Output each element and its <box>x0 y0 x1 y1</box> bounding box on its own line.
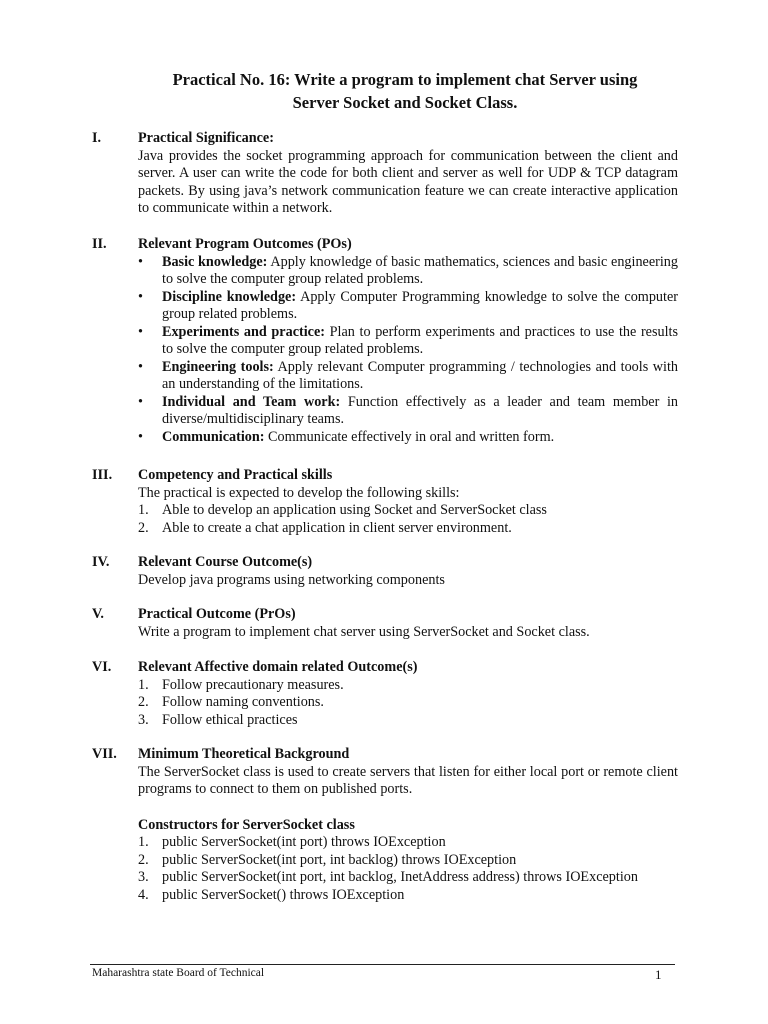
item-number: 1. <box>138 834 149 850</box>
bullet-icon: • <box>138 393 143 410</box>
item-number: 3. <box>138 711 149 728</box>
page-title <box>100 68 710 114</box>
list-item <box>138 694 678 712</box>
item-text: Follow naming conventions. <box>162 694 324 710</box>
list-item <box>138 712 678 730</box>
list-item <box>138 254 678 289</box>
section-paragraph: Write a program to implement chat server using ServerSocket and Socket class. <box>138 623 590 640</box>
bullet-icon: • <box>138 323 143 340</box>
item-lead: Discipline knowledge: <box>162 288 297 305</box>
item-number: 2. <box>138 851 149 868</box>
affective-list <box>138 677 678 730</box>
section-heading: Practical Outcome (PrOs) <box>138 606 296 622</box>
footer-divider <box>90 964 675 965</box>
section-heading: Practical Significance: <box>138 130 274 146</box>
section-numeral: VI. <box>92 659 112 675</box>
skills-list <box>138 502 678 537</box>
constructors-list <box>138 834 678 904</box>
item-lead: Individual and Team work: <box>162 393 341 410</box>
section-numeral: V. <box>92 606 104 622</box>
footer-text: Maharashtra state Board of Technical <box>92 967 265 979</box>
item-number: 4. <box>138 886 149 903</box>
item-text: public ServerSocket() throws IOException <box>162 886 405 903</box>
section-paragraph: Java provides the socket programming approach for communication between the client and server. A user can write the code for both client and server as well for UDP & TCP datagram packets. By using java’s network communication feature we can create interactive application to communicate within a network. <box>138 147 678 216</box>
section-heading: Minimum Theoretical Background <box>138 746 350 762</box>
item-number: 1. <box>138 502 149 518</box>
list-item <box>138 359 678 394</box>
item-lead: Communication: <box>162 428 265 445</box>
item-text: public ServerSocket(int port) throws IOException <box>162 834 446 850</box>
section-numeral: IV. <box>92 554 110 570</box>
section-heading: Relevant Affective domain related Outcome(s) <box>138 659 418 675</box>
list-item <box>138 289 678 324</box>
list-item <box>138 852 678 870</box>
item-text: Apply knowledge of basic mathematics, sciences and basic engineering to solve the computer group related problems. <box>162 253 678 287</box>
outcomes-list <box>138 254 678 447</box>
section-numeral: III. <box>92 467 113 483</box>
item-number: 3. <box>138 869 149 885</box>
page-number: 1 <box>655 967 662 982</box>
item-text: Apply relevant Computer programming / technologies and tools with an understanding of the limitations. <box>162 358 678 392</box>
section-heading: Relevant Program Outcomes (POs) <box>138 236 352 252</box>
item-text: public ServerSocket(int port, int backlog) throws IOException <box>162 851 517 868</box>
list-item <box>138 834 678 852</box>
section-paragraph: Develop java programs using networking components <box>138 571 445 588</box>
section-practical-outcome <box>92 606 678 641</box>
bullet-icon: • <box>138 428 143 445</box>
section-intro: The practical is expected to develop the following skills: <box>138 484 460 501</box>
section-heading: Relevant Course Outcome(s) <box>138 554 313 570</box>
list-item <box>138 869 678 887</box>
item-lead: Basic knowledge: <box>162 253 268 270</box>
item-lead: Engineering tools: <box>162 358 274 375</box>
bullet-icon: • <box>138 358 143 375</box>
item-text: public ServerSocket(int port, int backlog, InetAddress address) throws IOException <box>162 869 638 885</box>
item-text: Plan to perform experiments and practices to use the results to solve the computer group related problems. <box>162 323 678 357</box>
section-paragraph: The ServerSocket class is used to create servers that listen for either local port or remote client programs to connect to them on published ports. <box>138 763 678 797</box>
section-competency <box>92 467 678 537</box>
item-number: 2. <box>138 694 149 710</box>
item-text: Follow precautionary measures. <box>162 676 344 693</box>
list-item <box>138 677 678 695</box>
section-practical-significance <box>92 130 678 218</box>
list-item <box>138 394 678 429</box>
item-text: Apply Computer Programming knowledge to solve the computer group related problems. <box>162 288 678 322</box>
item-number: 1. <box>138 676 149 693</box>
section-numeral: VII. <box>92 746 117 762</box>
section-course-outcome <box>92 554 678 589</box>
item-text: Able to develop an application using Socket and ServerSocket class <box>162 502 547 518</box>
subsection-heading: Constructors for ServerSocket class <box>138 816 355 833</box>
item-lead: Experiments and practice: <box>162 323 325 340</box>
title-line-1: Practical No. 16: Write a program to implement chat Server using <box>172 70 638 89</box>
list-item <box>138 887 678 905</box>
title-line-2: Server Socket and Socket Class. <box>292 93 518 112</box>
bullet-icon: • <box>138 253 143 270</box>
list-item <box>138 502 678 520</box>
section-heading: Competency and Practical skills <box>138 467 333 483</box>
section-theoretical-background <box>92 746 678 904</box>
bullet-icon: • <box>138 288 143 305</box>
list-item <box>138 520 678 538</box>
section-affective-outcome <box>92 659 678 729</box>
section-numeral: I. <box>92 130 102 146</box>
item-text: Communicate effectively in oral and written form. <box>264 428 555 445</box>
item-text: Follow ethical practices <box>162 711 298 728</box>
item-text: Function effectively as a leader and team member in diverse/multidisciplinary teams. <box>162 393 678 427</box>
list-item <box>138 324 678 359</box>
item-text: Able to create a chat application in client server environment. <box>162 519 512 536</box>
section-program-outcomes <box>92 236 678 446</box>
section-numeral: II. <box>92 236 107 252</box>
item-number: 2. <box>138 519 149 536</box>
list-item <box>138 429 678 447</box>
